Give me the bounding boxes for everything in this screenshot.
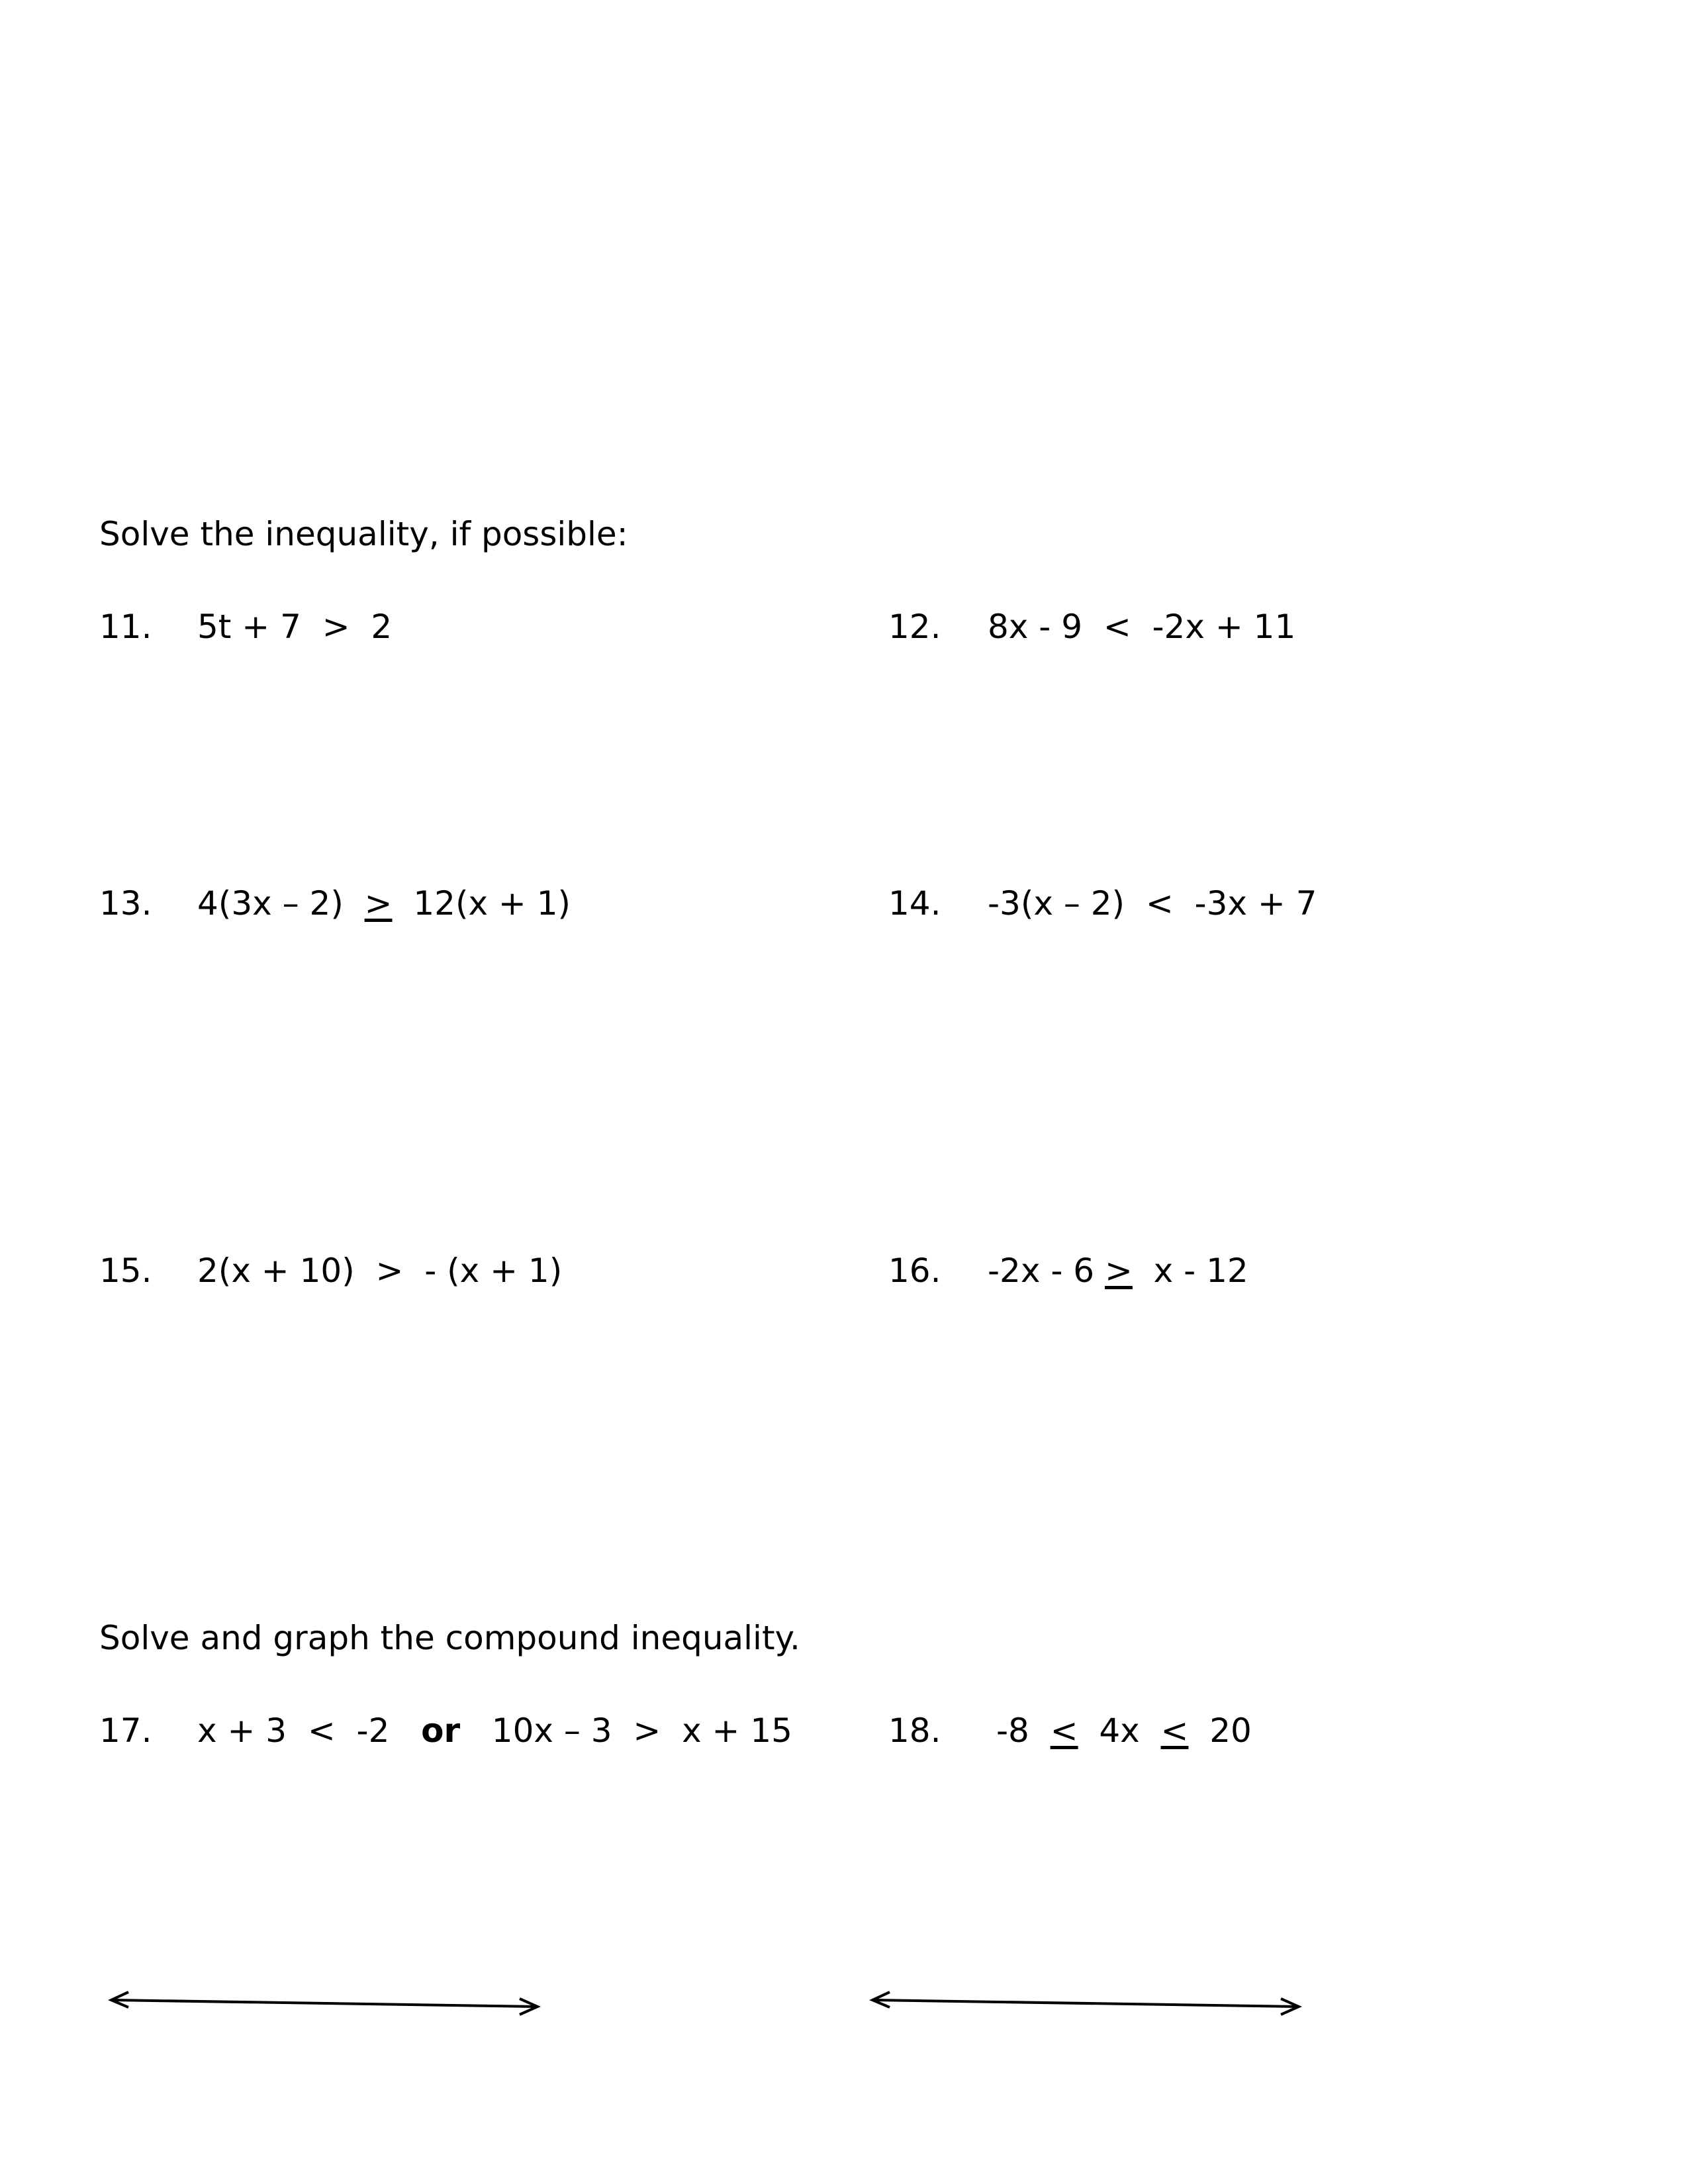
ge-symbol: > — [1104, 1251, 1133, 1290]
problem-number-11: 11. — [99, 608, 152, 646]
instruction-solve-inequality: Solve the inequality, if possible: — [99, 515, 628, 553]
problem-number-18: 18. — [888, 1711, 941, 1750]
ge-symbol: > — [364, 884, 393, 923]
problem-number-17: 17. — [99, 1711, 152, 1750]
problem-number-16: 16. — [888, 1251, 941, 1290]
or-keyword: or — [421, 1711, 461, 1750]
problem-17-expression: x + 3 < -2 or 10x – 3 > x + 15 — [197, 1711, 792, 1750]
problem-15-expression: 2(x + 10) > - (x + 1) — [197, 1251, 563, 1290]
problem-number-13: 13. — [99, 884, 152, 923]
problem-18-expression: -8 < 4x < 20 — [996, 1711, 1252, 1750]
problem-12-expression: 8x - 9 < -2x + 11 — [988, 608, 1296, 646]
problem-14-expression: -3(x – 2) < -3x + 7 — [988, 884, 1317, 923]
problem-13-expression: 4(3x – 2) > 12(x + 1) — [197, 884, 571, 923]
problem-11-expression: 5t + 7 > 2 — [197, 608, 393, 646]
problem-number-15: 15. — [99, 1251, 152, 1290]
instruction-compound-inequality: Solve and graph the compound inequality. — [99, 1619, 800, 1657]
problem-16-expression: -2x - 6 > x - 12 — [988, 1251, 1248, 1290]
problem-number-12: 12. — [888, 608, 941, 646]
problem-number-14: 14. — [888, 884, 941, 923]
number-line-17 — [99, 1985, 549, 2025]
le-symbol: < — [1160, 1711, 1189, 1750]
number-line-18 — [861, 1985, 1311, 2025]
le-symbol: < — [1050, 1711, 1078, 1750]
